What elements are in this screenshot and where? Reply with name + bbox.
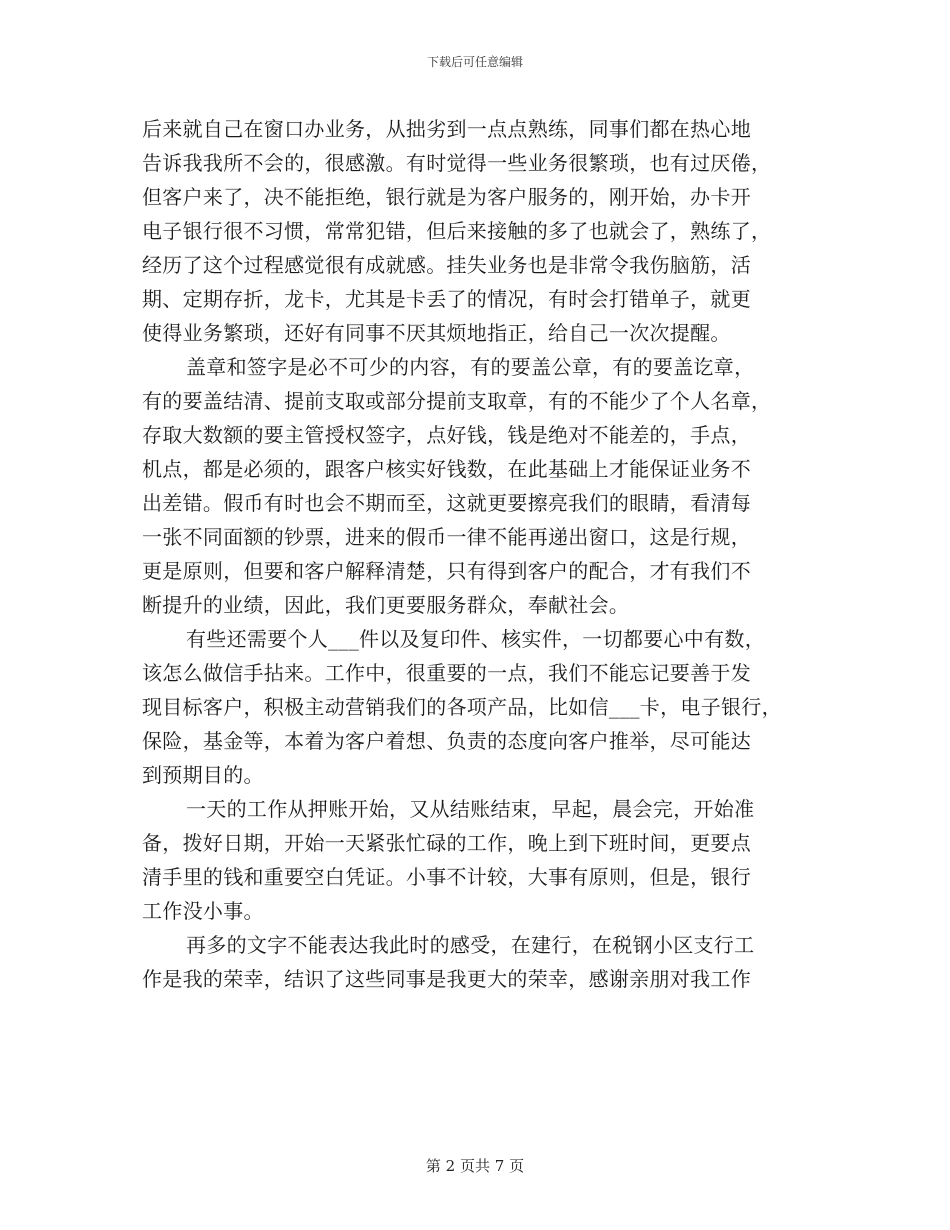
paragraph-2-line: 有的要盖结清、提前支取或部分提前支取章，有的不能少了个人名章， [142, 389, 772, 413]
paragraph-3-line: 该怎么做信手拈来。工作中，很重要的一点，我们不能忘记要善于发 [142, 661, 751, 685]
paragraph-1-line: 期、定期存折，龙卡，尤其是卡丢了的情况，有时会打错单子，就更 [142, 287, 751, 311]
paragraph-2-line: 出差错。假币有时也会不期而至，这就更要擦亮我们的眼睛，看清每 [142, 491, 751, 515]
paragraph-4-line: 备，拨好日期，开始一天紧张忙碌的工作，晚上到下班时间，更要点 [142, 831, 751, 855]
document-body [142, 112, 832, 996]
paragraph-1-line: 使得业务繁琐，还好有同事不厌其烦地指正，给自己一次次提醒。 [142, 321, 731, 345]
paragraph-2-line: 更是原则，但要和客户解释清楚，只有得到客户的配合，才有我们不 [142, 559, 751, 583]
page-header: 下载后可任意编辑 [426, 55, 523, 69]
paragraph-5-line: 作是我的荣幸，结识了这些同事是我更大的荣幸，感谢亲朋对我工作 [142, 967, 751, 991]
paragraph-1-line: 经历了这个过程感觉很有成就感。挂失业务也是非常令我伤脑筋，活 [142, 253, 751, 277]
page-number: 第 2 页共 7 页 [425, 1157, 525, 1175]
paragraph-1-line: 但客户来了，决不能拒绝，银行就是为客户服务的，刚开始，办卡开 [142, 185, 751, 209]
paragraph-1-line: 告诉我我所不会的，很感激。有时觉得一些业务很繁琐，也有过厌倦， [142, 151, 772, 175]
paragraph-4-line: 清手里的钱和重要空白凭证。小事不计较，大事有原则，但是，银行 [142, 865, 751, 889]
paragraph-4-line: 工作没小事。 [142, 899, 264, 923]
paragraph-3-line: 有些还需要个人___件以及复印件、核实件，一切都要心中有数， [186, 627, 765, 651]
paragraph-3-line: 到预期目的。 [142, 763, 264, 787]
paragraph-2-line: 存取大数额的要主管授权签字，点好钱，钱是绝对不能差的，手点， [142, 423, 751, 447]
paragraph-2-line: 盖章和签字是必不可少的内容，有的要盖公章，有的要盖讫章， [186, 355, 755, 379]
paragraph-2-line: 一张不同面额的钞票，进来的假币一律不能再递出窗口，这是行规， [142, 525, 751, 549]
paragraph-4-line: 一天的工作从押账开始，又从结账结束，早起，晨会完，开始准 [186, 797, 755, 821]
paragraph-2-line: 断提升的业绩，因此，我们更要服务群众，奉献社会。 [142, 593, 630, 617]
paragraph-3-line: 现目标客户，积极主动营销我们的各项产品，比如信___卡，电子银行， [142, 695, 782, 719]
paragraph-3-line: 保险，基金等，本着为客户着想、负责的态度向客户推举，尽可能达 [142, 729, 751, 753]
paragraph-1-line: 电子银行很不习惯，常常犯错，但后来接触的多了也就会了，熟练了， [142, 219, 772, 243]
paragraph-2-line: 机点，都是必须的，跟客户核实好钱数，在此基础上才能保证业务不 [142, 457, 751, 481]
paragraph-1-line: 后来就自己在窗口办业务，从拙劣到一点点熟练，同事们都在热心地 [142, 117, 751, 141]
paragraph-5-line: 再多的文字不能表达我此时的感受，在建行，在税钢小区支行工 [186, 933, 755, 957]
